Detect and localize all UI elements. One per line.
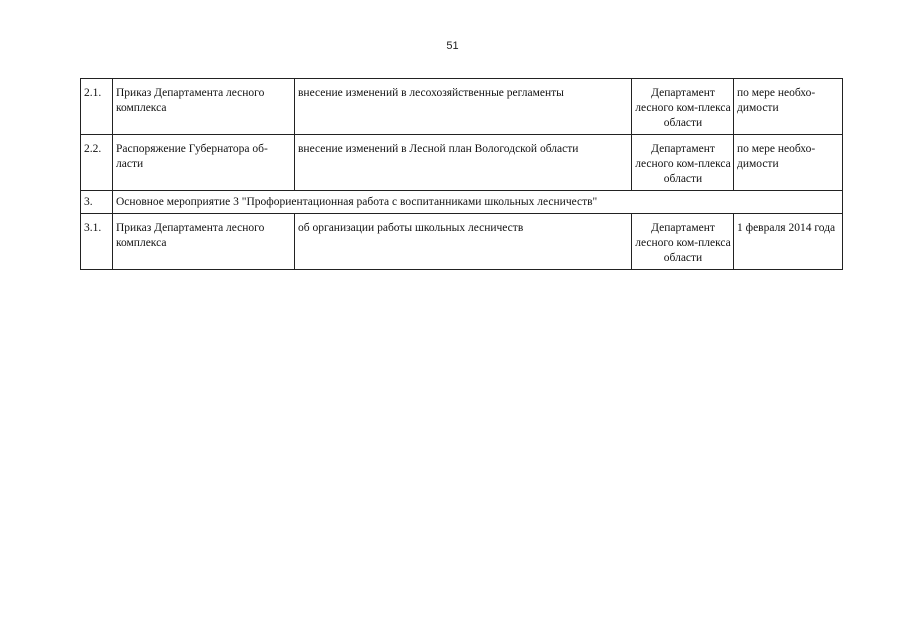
section-title-cell: Основное мероприятие 3 "Профориентационная работа с воспитанниками школьных лесничеств" — [113, 191, 843, 214]
term-cell: 1 февраля 2014 года — [734, 214, 843, 270]
measures-table — [80, 78, 843, 270]
executor-cell: Департамент лесного ком-плекса области — [632, 214, 734, 270]
executor-cell: Департамент лесного ком-плекса области — [632, 135, 734, 191]
content-cell: внесение изменений в лесохозяйственные регламенты — [295, 79, 632, 135]
document-type-cell: Приказ Департамента лесного комплекса — [113, 214, 295, 270]
row-number: 3.1. — [81, 214, 113, 270]
table-row-3-1 — [81, 214, 843, 270]
term-cell: по мере необхо-димости — [734, 79, 843, 135]
document-type-cell: Распоряжение Губернатора об-ласти — [113, 135, 295, 191]
table-row-section-3 — [81, 191, 843, 214]
content-cell: об организации работы школьных лесничеств — [295, 214, 632, 270]
row-number: 3. — [81, 191, 113, 214]
table-row-2-2 — [81, 135, 843, 191]
executor-cell: Департамент лесного ком-плекса области — [632, 79, 734, 135]
row-number: 2.2. — [81, 135, 113, 191]
table-row-2-1 — [81, 79, 843, 135]
term-cell: по мере необхо-димости — [734, 135, 843, 191]
document-type-cell: Приказ Департамента лесного комплекса — [113, 79, 295, 135]
content-cell: внесение изменений в Лесной план Вологодской области — [295, 135, 632, 191]
row-number: 2.1. — [81, 79, 113, 135]
page-number: 51 — [446, 40, 459, 52]
